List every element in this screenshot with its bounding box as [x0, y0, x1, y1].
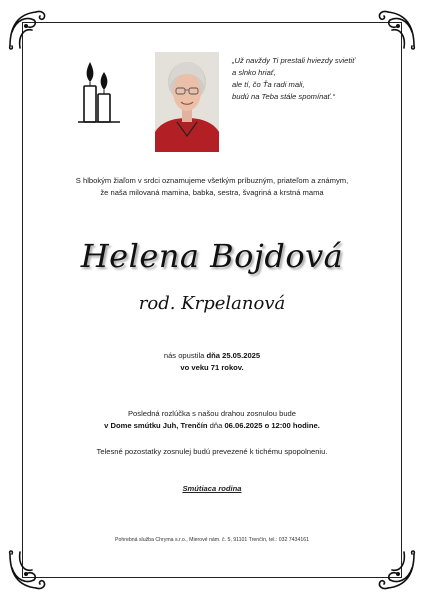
announcement-line: S hlbokým žiaľom v srdci oznamujeme všetkým príbuzným, priateľom a známym, [75, 176, 349, 185]
corner-ornament-top-left [6, 6, 52, 52]
candles-icon [78, 58, 122, 128]
signature: Smútiaca rodina [182, 484, 242, 493]
quote-line: budú na Teba stále spomínať.“ [232, 92, 335, 101]
corner-ornament-top-right [372, 6, 418, 52]
funeral-line: Posledná rozlúčka s našou drahou zosnulou bude [127, 409, 297, 418]
corner-ornament-bottom-left [6, 548, 52, 594]
announcement [30, 175, 394, 199]
memorial-quote [232, 55, 392, 103]
funeral-middle: dňa [209, 421, 223, 430]
death-date: dňa 25.05.2025 [206, 351, 261, 360]
quote-line: a slnko hriať, [232, 68, 276, 77]
death-age: vo veku 71 rokov. [180, 363, 244, 372]
maiden-name: rod. Krpelanová [138, 293, 286, 314]
corner-ornament-bottom-right [372, 548, 418, 594]
footer-funeral-service: Pohrebná služba Chryma s.r.o., Mierové nám. č. 5, 91101 Trenčín, tel.: 032 7434161 [115, 537, 309, 543]
deceased-name: Helena Bojdová [80, 237, 344, 275]
funeral-place: v Dome smútku Juh, Trenčín [104, 421, 208, 430]
death-prefix: nás opustila [163, 351, 205, 360]
quote-line: „Už navždy Ti prestali hviezdy svietiť [232, 56, 355, 65]
announcement-line: že naša milovaná mamina, babka, sestra, švagriná a krstná mama [100, 188, 324, 197]
quote-line: ale tí, čo Ťa radi mali, [232, 80, 305, 89]
death-info [0, 350, 424, 374]
remains-note: Telesné pozostatky zosnulej budú prevezené k tichému spopolneniu. [96, 447, 328, 456]
portrait-photo [155, 52, 219, 152]
funeral-info [0, 408, 424, 432]
funeral-datetime: 06.06.2025 o 12:00 hodine. [224, 421, 320, 430]
